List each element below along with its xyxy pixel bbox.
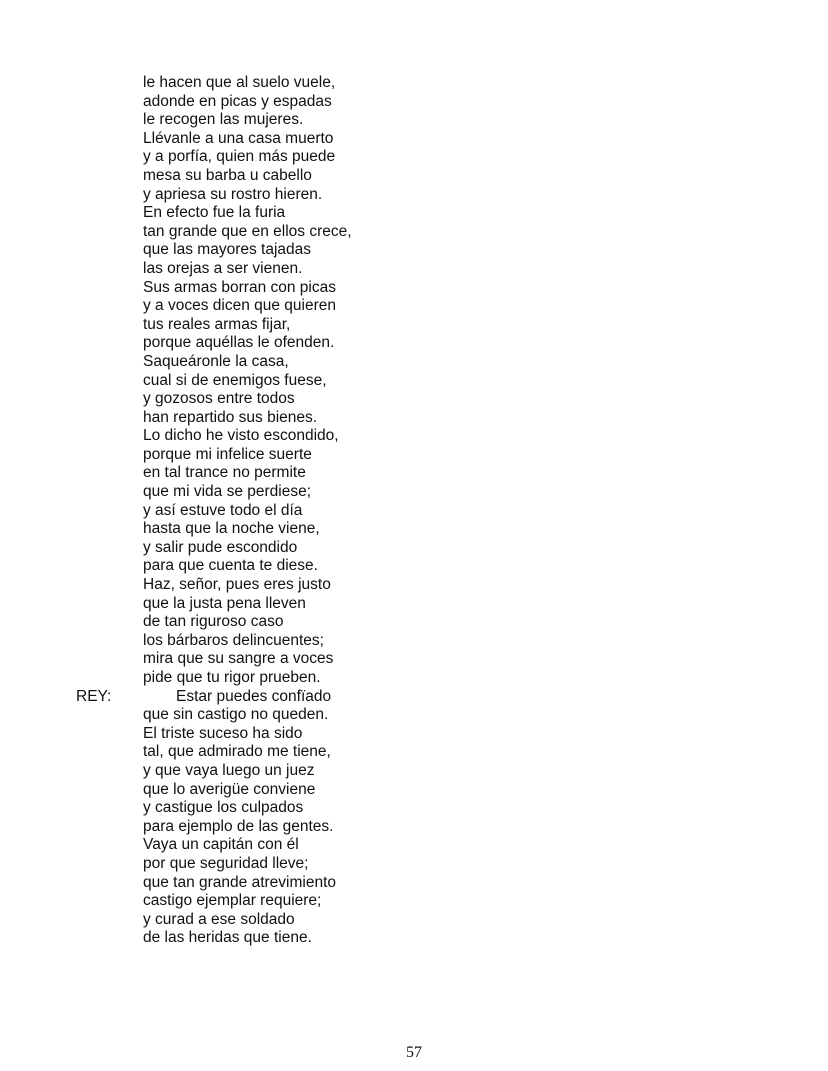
- verse-text: y salir pude escondido: [143, 538, 298, 556]
- verse-line: [0, 688, 828, 707]
- verse-text: han repartido sus bienes.: [143, 408, 318, 426]
- verse-text: y que vaya luego un juez: [143, 761, 315, 779]
- verse-text: que las mayores tajadas: [143, 241, 312, 259]
- verse-line: [0, 483, 828, 502]
- verse-text: de las heridas que tiene.: [143, 929, 312, 947]
- verse-text: y castigue los culpados: [143, 799, 304, 817]
- verse-line: [0, 892, 828, 911]
- verse-text: que mi vida se perdiese;: [143, 483, 312, 501]
- verse-line: [0, 520, 828, 539]
- verse-text: le hacen que al suelo vuele,: [143, 74, 336, 91]
- verse-line: [0, 595, 828, 614]
- verse-line: [0, 576, 828, 595]
- verse-text: tan grande que en ellos crece,: [143, 222, 352, 240]
- verse-line: [0, 167, 828, 186]
- verse-line: [0, 929, 828, 948]
- verse-line: [0, 911, 828, 930]
- verse-text: y así estuve todo el día: [143, 501, 303, 519]
- verse-line: [0, 650, 828, 669]
- verse-text: tus reales armas fijar,: [143, 315, 291, 333]
- verse-line: [0, 464, 828, 483]
- verse-text: adonde en picas y espadas: [143, 92, 332, 110]
- verse-text: y a voces dicen que quieren: [143, 297, 337, 315]
- verse-text: Estar puedes confïado: [176, 687, 332, 705]
- verse-line: [0, 353, 828, 372]
- verse-line: [0, 241, 828, 260]
- verse-text: Haz, señor, pues eres justo: [143, 576, 331, 594]
- verse-line: [0, 632, 828, 651]
- verse-line: [0, 706, 828, 725]
- verse-text: Vaya un capitán con él: [143, 836, 299, 854]
- verse-text: En efecto fue la furia: [143, 204, 286, 222]
- verse-line: [0, 855, 828, 874]
- verse-text: porque aquéllas le ofenden.: [143, 334, 335, 352]
- verse-line: [0, 781, 828, 800]
- verse-line: [0, 502, 828, 521]
- verse-line: [0, 446, 828, 465]
- verse-line: [0, 93, 828, 112]
- verse-text: para que cuenta te diese.: [143, 557, 318, 575]
- verse-text: y curad a ese soldado: [143, 910, 295, 928]
- verse-text: las orejas a ser vienen.: [143, 259, 303, 277]
- verse-line: [0, 836, 828, 855]
- verse-text: de tan riguroso caso: [143, 613, 284, 631]
- verse-line: [0, 613, 828, 632]
- verse-line: [0, 148, 828, 167]
- verse-line: [0, 539, 828, 558]
- verse-line: [0, 297, 828, 316]
- verse-line: [0, 130, 828, 149]
- verse-text: hasta que la noche viene,: [143, 520, 320, 538]
- verse-text: para ejemplo de las gentes.: [143, 817, 334, 835]
- verse-text: mira que su sangre a voces: [143, 650, 334, 668]
- verse-line: [0, 372, 828, 391]
- verse-text: y gozosos entre todos: [143, 390, 295, 408]
- verse-line: [0, 111, 828, 130]
- verse-line: [0, 818, 828, 837]
- verse-line: [0, 316, 828, 335]
- verse-text: mesa su barba u cabello: [143, 166, 312, 184]
- verse-text: que tan grande atrevimiento: [143, 873, 337, 891]
- verse-text: que lo averigüe conviene: [143, 780, 316, 798]
- verse-text: Lo dicho he visto escondido,: [143, 427, 339, 445]
- verse-text: pide que tu rigor prueben.: [143, 669, 321, 686]
- verse-line: [0, 204, 828, 223]
- verse-text: Llévanle a una casa muerto: [143, 129, 334, 147]
- verse-line: [0, 669, 828, 688]
- verse-line: [0, 334, 828, 353]
- verse-text: y apriesa su rostro hieren.: [143, 185, 323, 203]
- verse-text: cual si de enemigos fuese,: [143, 371, 327, 389]
- verse-line: [0, 390, 828, 409]
- verse-text: los bárbaros delincuentes;: [143, 631, 324, 649]
- verse-line: [0, 799, 828, 818]
- verse-line: [0, 762, 828, 781]
- verse-line: [0, 186, 828, 205]
- verse-text: en tal trance no permite: [143, 464, 306, 482]
- verse-text: que sin castigo no queden.: [143, 706, 329, 724]
- verse-text: Sus armas borran con picas: [143, 278, 336, 296]
- verse-text: porque mi infelice suerte: [143, 445, 312, 463]
- verse-line: [0, 409, 828, 428]
- verse-text: le recogen las mujeres.: [143, 111, 304, 129]
- page-number: 57: [406, 1044, 422, 1061]
- verse-text: que la justa pena lleven: [143, 594, 306, 612]
- verse-line: [0, 279, 828, 298]
- verse-block: [0, 74, 828, 948]
- verse-text: por que seguridad lleve;: [143, 854, 309, 872]
- verse-text: Saqueáronle la casa,: [143, 352, 289, 370]
- verse-line: [0, 74, 828, 93]
- verse-text: castigo ejemplar requiere;: [143, 892, 322, 910]
- verse-line: [0, 874, 828, 893]
- verse-line: [0, 743, 828, 762]
- verse-line: [0, 260, 828, 279]
- verse-text: tal, que admirado me tiene,: [143, 743, 331, 761]
- verse-line: [0, 427, 828, 446]
- verse-text: y a porfía, quien más puede: [143, 148, 336, 166]
- verse-line: [0, 223, 828, 242]
- speaker-label: REY:: [76, 687, 112, 705]
- verse-line: [0, 725, 828, 744]
- verse-text: El triste suceso ha sido: [143, 724, 303, 742]
- verse-line: [0, 557, 828, 576]
